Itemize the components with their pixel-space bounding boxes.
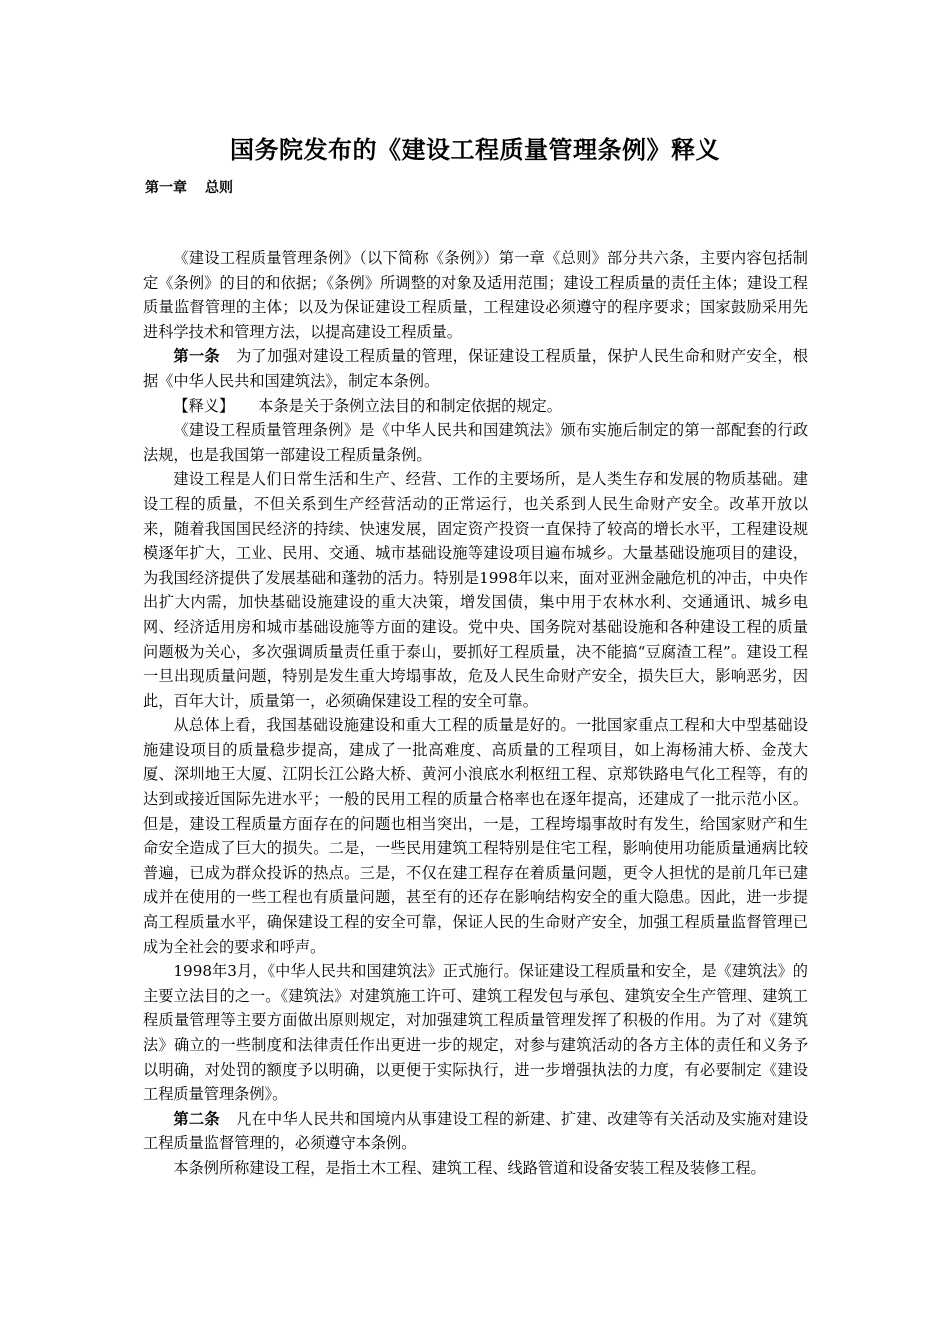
article-2-text: 凡在中华人民共和国境内从事建设工程的新建、扩建、改建等有关活动及实施对建设工程质量监督管理的，必须遵守本条例。 [143, 1109, 809, 1153]
body-paragraph-4: 1998年3月，《中华人民共和国建筑法》正式施行。保证建设工程质量和安全，是《建筑法》的主要立法目的之一。《建筑法》对建筑施工许可、建筑工程发包与承包、建筑安全生产管理、建筑工程质量管理等主要方面做出原则规定，对加强建筑工程质量管理发挥了积极的作用。为了对《建筑法》确立的一些制度和法律责任作出更进一步的规定，对参与建筑活动的各方主体的责任和义务予以明确，对处罚的额度予以明确，以更便于实际执行，进一步增强执法的力度，有必要制定《建设工程质量管理条例》。 [143, 962, 808, 1104]
document-title: 国务院发布的《建设工程质量管理条例》释义 [230, 136, 720, 164]
body-paragraph-1: 《建设工程质量管理条例》是《中华人民共和国建筑法》颁布实施后制定的第一部配套的行政法规，也是我国第一部建设工程质量条例。 [143, 421, 808, 464]
intro-paragraph: 《建设工程质量管理条例》（以下简称《条例》）第一章《总则》部分共六条，主要内容包括制定《条例》的目的和依据；《条例》所调整的对象及适用范围；建设工程质量的责任主体；建设工程质量监督管理的主体；以及为保证建设工程质量，工程建设必须遵守的程序要求；国家鼓励采用先进科学技术和管理方法，以提高建设工程质量。 [143, 249, 808, 341]
article-2-paragraph [143, 1107, 808, 1156]
body-paragraph-5: 本条例所称建设工程，是指土木工程、建筑工程、线路管道和设备安装工程及装修工程。 [173, 1158, 766, 1177]
chapter-heading [145, 178, 233, 198]
article-2-label: 第二条 [173, 1109, 220, 1128]
article-1-label: 第一条 [173, 347, 220, 366]
body-paragraph-2: 建设工程是人们日常生活和生产、经营、工作的主要场所，是人类生存和发展的物质基础。建设工程的质量，不但关系到生产经营活动的正常运行，也关系到人民生命财产安全。改革开放以来，随着我国国民经济的持续、快速发展，固定资产投资一直保持了较高的增长水平，工程建设规模逐年扩大，工业、民用、交通、城市基础设施等建设项目遍布城乡。大量基础设施项目的建设，为我国经济提供了发展基础和蓬勃的活力。特别是1998年以来，面对亚洲金融危机的冲击，中央作出扩大内需，加快基础设施建设的重大决策，增发国债，集中用于农林水利、交通通讯、城乡电网、经济适用房和城市基础设施等方面的建设。党中央、国务院对基础设施和各种建设工程的质量问题极为关心，多次强调质量责任重于泰山，要抓好工程质量，决不能搞“豆腐渣工程”。建设工程一旦出现质量问题，特别是发生重大垮塌事故，危及人民生命财产安全，损失巨大，影响恶劣，因此，百年大计，质量第一，必须确保建设工程的安全可靠。 [143, 470, 808, 710]
document-body [143, 246, 808, 1181]
chapter-name: 总则 [205, 180, 233, 196]
article-1-paragraph [143, 344, 808, 393]
article-1-text: 为了加强对建设工程质量的管理，保证建设工程质量，保护人民生命和财产安全，根据《中华人民共和国建筑法》，制定本条例。 [143, 347, 809, 390]
body-paragraph-3: 从总体上看，我国基础设施建设和重大工程的质量是好的。一批国家重点工程和大中型基础设施建设项目的质量稳步提高，建成了一批高难度、高质量的工程项目，如上海杨浦大桥、金茂大厦、深圳地王大厦、江阴长江公路大桥、黄河小浪底水利枢纽工程、京郑铁路电气化工程等，有的达到或接近国际先进水平；一般的民用工程的质量合格率也在逐年提高，还建成了一批示范小区。但是，建设工程质量方面存在的问题也相当突出，一是，工程垮塌事故时有发生，给国家财产和生命安全造成了巨大的损失。二是，一些民用建筑工程特别是住宅工程，影响使用功能质量通病比较普遍，已成为群众投诉的热点。三是，不仅在建工程存在着质量问题，更令人担忧的是前几年已建成并在使用的一些工程也有质量问题，甚至有的还存在影响结构安全的重大隐患。因此，进一步提高工程质量水平，确保建设工程的安全可靠，保证人民的生命财产安全，加强工程质量监督管理已成为全社会的要求和呼声。 [143, 716, 808, 956]
shiyi-paragraph [143, 394, 808, 419]
shiyi-text: 本条是关于条例立法目的和制定依据的规定。 [258, 396, 562, 415]
chapter-number: 第一章 [145, 180, 187, 196]
shiyi-label: 【释义】 [173, 396, 235, 415]
